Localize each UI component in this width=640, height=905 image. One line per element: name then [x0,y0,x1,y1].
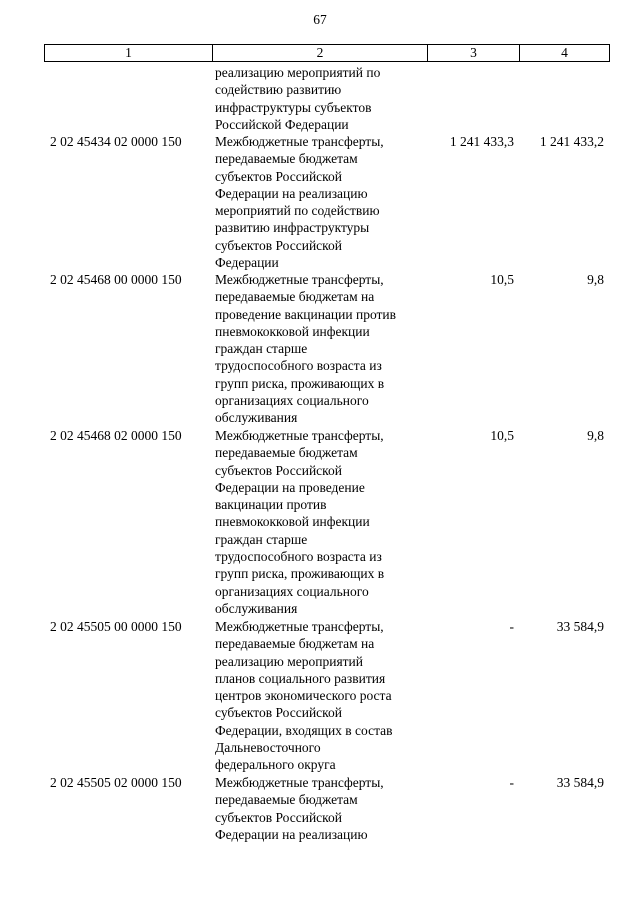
value-col-4: 33 584,9 [556,619,604,634]
value-col-3: - [509,619,514,634]
table-header [44,44,610,62]
header-col-2: 2 [213,45,428,61]
row-description: Межбюджетные трансферты, передаваемые бюджетам субъектов Российской Федерации на реализацию мероприятий по содействию развитию инфраструктуры субъектов Российской Федерации [215,134,384,271]
budget-code: 2 02 45505 00 0000 150 [50,619,182,634]
value-col-3: - [509,775,514,790]
row-description: Межбюджетные трансферты, передаваемые бюджетам субъектов Российской Федерации на реализацию [215,775,384,842]
header-col-4: 4 [561,45,568,60]
row-description: Межбюджетные трансферты, передаваемые бюджетам на реализацию мероприятий планов социального развития центров экономического роста субъектов Российской Федерации, входящих в состав Дальневосточного федерального округа [215,619,393,773]
value-col-4: 9,8 [587,272,604,287]
value-col-3: 10,5 [490,272,514,287]
header-col-3: 3 [428,45,520,61]
value-col-4: 9,8 [587,428,604,443]
budget-code: 2 02 45434 02 0000 150 [50,134,182,149]
continuation-text: реализацию мероприятий по содействию развитию инфраструктуры субъектов Российской Федерации [215,65,381,132]
value-col-3: 1 241 433,3 [449,134,514,149]
value-col-3: 10,5 [490,428,514,443]
page-number: 67 [313,12,327,27]
value-col-4: 33 584,9 [556,775,604,790]
header-col-1: 1 [45,45,213,61]
row-description: Межбюджетные трансферты, передаваемые бюджетам на проведение вакцинации против пневмококковой инфекции граждан старше трудоспособного возраста из групп риска, проживающих в организациях социального обслуживания [215,272,397,426]
row-description: Межбюджетные трансферты, передаваемые бюджетам субъектов Российской Федерации на проведение вакцинации против пневмококковой инфекции граждан старше трудоспособного возраста из групп риска, проживающих в организациях социального обслуживания [215,428,385,616]
budget-code: 2 02 45505 02 0000 150 [50,775,182,790]
value-col-4: 1 241 433,2 [539,134,604,149]
budget-code: 2 02 45468 00 0000 150 [50,272,182,287]
budget-code: 2 02 45468 02 0000 150 [50,428,182,443]
